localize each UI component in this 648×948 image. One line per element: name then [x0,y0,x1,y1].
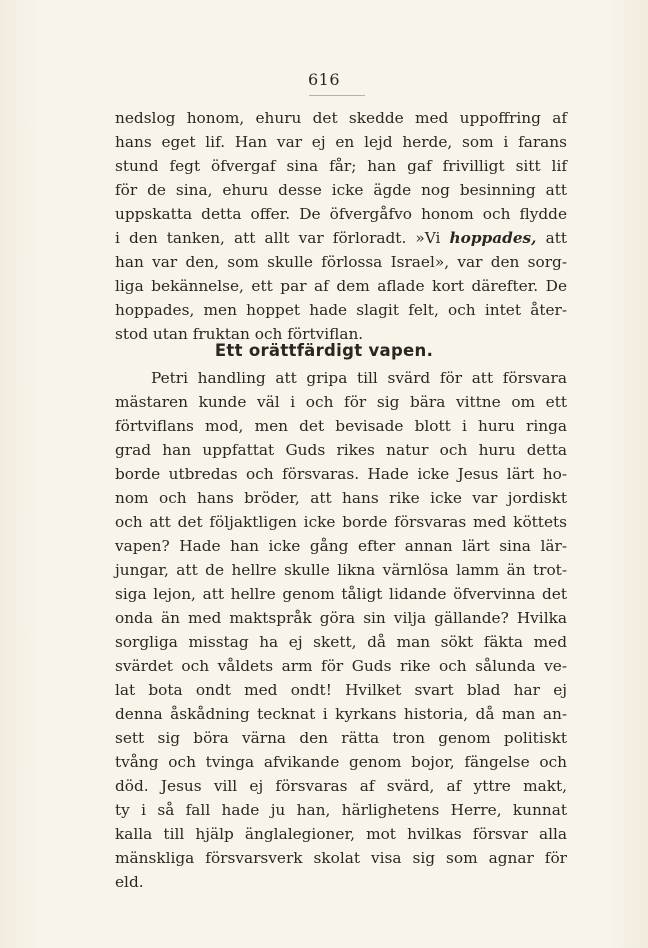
text-line: tvång och tvinga afvikande genom bojor, fängelse och [115,753,567,771]
section-heading: Ett orättfärdigt vapen. [214,341,434,360]
text-line: grad han uppfattat Guds rikes natur och huru detta [115,441,567,459]
text-line: i den tanken, att allt var förloradt. »Vi hoppades, att [115,229,567,247]
text-line: ty i så fall hade ju han, härlighetens Herre, kunnat [115,801,567,819]
text-line: liga bekännelse, ett par af dem aflade kort därefter. De [115,277,567,295]
text-line: nom och hans bröder, att hans rike icke var jordiskt [115,489,567,507]
text-line: mästaren kunde väl i och för sig bära vittne om ett [115,393,567,411]
text-line: lat bota ondt med ondt! Hvilket svart blad har ej [115,681,567,699]
text-line: vapen? Hade han icke gång efter annan lärt sina lär- [115,537,567,555]
text-line: jungar, att de hellre skulle likna värnlösa lamm än trot- [115,561,567,579]
text-line: denna åskådning tecknat i kyrkans historia, då man an- [115,705,567,723]
text-line: för de sina, ehuru desse icke ägde nog besinning att [115,181,567,199]
text-line: förtviflans mod, men det bevisade blott i huru ringa [115,417,567,435]
text-line: och att det följaktligen icke borde försvaras med köttets [115,513,567,531]
text-line: han var den, som skulle förlossa Israel», var den sorg- [115,253,567,271]
text-line: sorgliga misstag ha ej skett, då man sökt fäkta med [115,633,567,651]
text-line: stund fegt öfvergaf sina får; han gaf frivilligt sitt lif [115,157,567,175]
text-line: stod utan fruktan och förtviflan. [115,325,364,343]
text-line: hoppades, men hoppet hade slagit felt, och intet åter- [115,301,567,319]
paragraph-1 [115,106,567,346]
text-line: kalla till hjälp änglalegioner, mot hvilkas försvar alla [115,825,567,843]
page-number: 616 [307,70,341,89]
text-line: onda än med maktspråk göra sin vilja gällande? Hvilka [115,609,567,627]
text-line: död. Jesus vill ej försvaras af svärd, af yttre makt, [115,777,567,795]
text-line: uppskatta detta offer. De öfvergåfvo honom och flydde [115,205,567,223]
text-line: siga lejon, att hellre genom tåligt lidande öfvervinna det [115,585,567,603]
paragraph-2 [115,366,567,894]
text-line: svärdet och våldets arm för Guds rike och sålunda ve- [115,657,567,675]
emphasized-word: hoppades, [449,229,537,247]
text-line: Petri handling att gripa till svärd för att försvara [151,369,567,387]
page-number-rule [309,95,365,96]
text-line: sett sig böra värna den rätta tron genom politiskt [115,729,567,747]
text-line: borde utbredas och försvaras. Hade icke Jesus lärt ho- [115,465,567,483]
text-line: mänskliga försvarsverk skolat visa sig som agnar för [115,849,567,867]
text-line: eld. [115,873,144,891]
text-line: hans eget lif. Han var ej en lejd herde, som i farans [115,133,567,151]
text-line: nedslog honom, ehuru det skedde med uppoffring af [115,109,567,127]
